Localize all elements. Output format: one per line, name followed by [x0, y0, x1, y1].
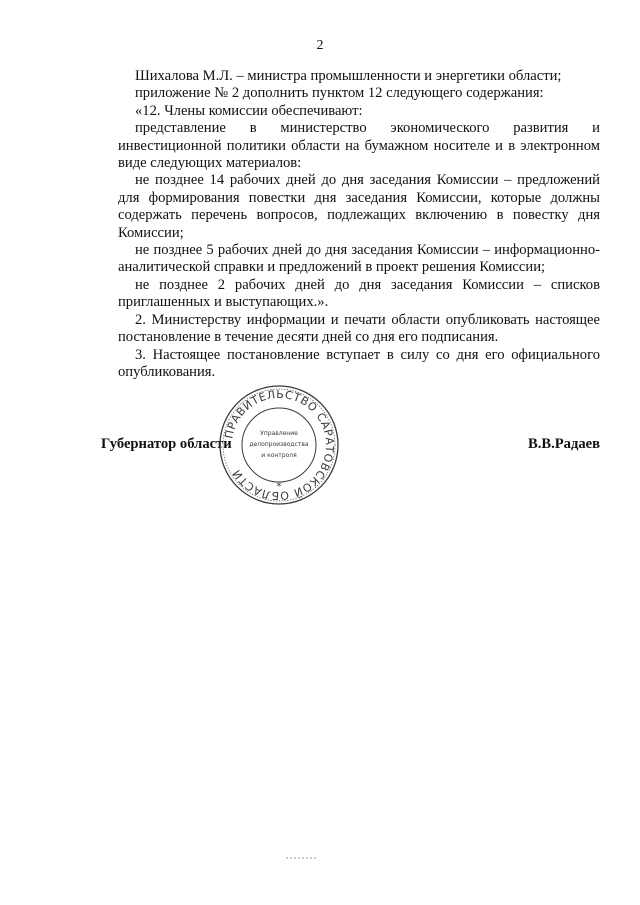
document-body — [118, 68, 600, 381]
page-number: 2 — [316, 38, 324, 53]
seal-inner-line: делопроизводства — [249, 441, 309, 448]
seal-inner-line: Управление — [260, 430, 298, 437]
official-seal-stamp — [217, 383, 341, 507]
paragraph: не позднее 14 рабочих дней до дня заседания Комиссии – предложений для формирования повестки дня заседания Комиссии, которые должны содержать перечень вопросов, подлежащих включению в повестку дня Комиссии; — [118, 172, 600, 241]
paragraph: не позднее 5 рабочих дней до дня заседания Комиссии – информационно-аналитической справки и предложений в проект решения Комиссии; — [118, 242, 600, 276]
paragraph: 3. Настоящее постановление вступает в силу со дня его официального опубликования. — [118, 346, 600, 380]
seal-outer-text: ПРАВИТЕЛЬСТВО САРАТОВСКОЙ ОБЛАСТИ — [222, 387, 337, 503]
seal-star: * — [276, 480, 282, 493]
signature-block — [101, 436, 600, 456]
paragraph: представление в министерство экономического развития и инвестиционной политики области на бумажном носителе и в электронном виде следующих материалов: — [118, 120, 600, 172]
paragraph: Шихалова М.Л. – министра промышленности и энергетики области; — [135, 68, 562, 84]
paragraph: приложение № 2 дополнить пунктом 12 следующего содержания: — [135, 85, 544, 102]
scan-artifact-mark — [286, 857, 318, 859]
seal-inner-line: и контроля — [261, 452, 297, 459]
signatory-name: В.В.Радаев — [527, 436, 600, 452]
signatory-title: Губернатор области — [101, 436, 232, 452]
paragraph: не позднее 2 рабочих дней до дня заседания Комиссии – списков приглашенных и выступающих.». — [118, 276, 600, 311]
paragraph: «12. Члены комиссии обеспечивают: — [135, 102, 363, 119]
paragraph: 2. Министерству информации и печати области опубликовать настоящее постановление в течение десяти дней со дня его подписания. — [118, 311, 600, 346]
